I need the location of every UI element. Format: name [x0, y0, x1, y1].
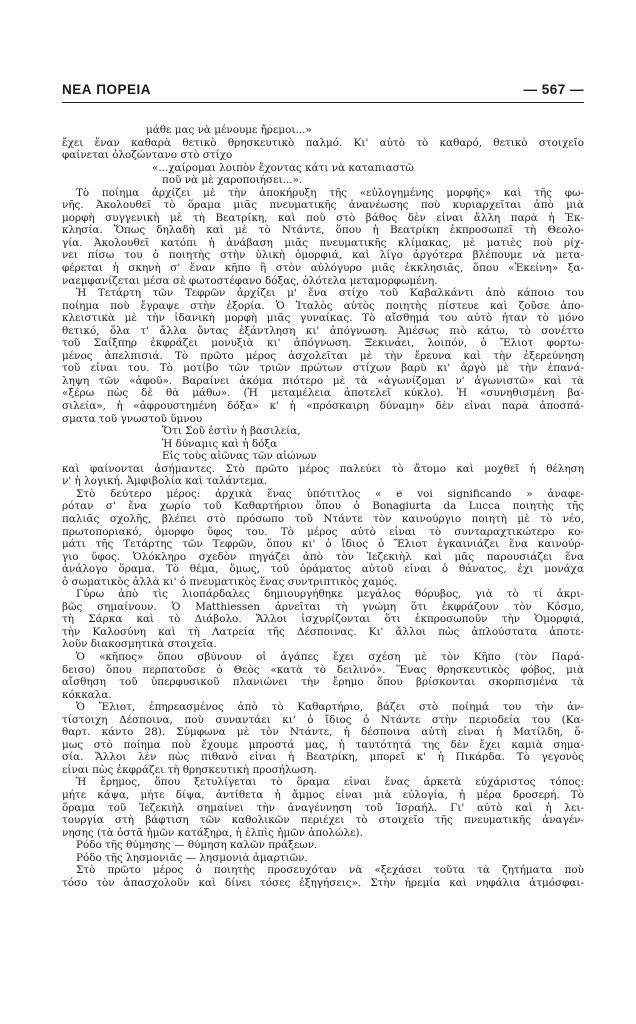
text-line: Στὸ πρῶτο μέρος ὁ ποιητὴς προσευχόταν νὰ «ξεχάσει τοῦτα τὰ ζητήματα ποὺ	[76, 864, 584, 877]
text-line: νησης (τὰ ὀστᾶ ἡμῶν κατάξηρα, ἡ ἐλπὶς ἡμῶν ἀπολώλε).	[62, 826, 363, 839]
text-line: τοῦ εἶναι του. Τὸ μοτίβο τῶν τριῶν πρώτων στίχων βαρὺ κι' ἀργὸ μὲ τὴν ἐπανά-	[62, 362, 584, 375]
text-line: κλησία. Ὅπως δηλαδὴ καὶ μὲ τὸ Ντάντε, ὅπου ἡ Βεατρίκη ἐκπροσωπεῖ τὴ Θεολο-	[62, 224, 584, 237]
text-line: τίστοιχη Δέσποινα, ποὺ συναντάει κι' ὁ ἴδιος ὁ Ντάντε στὴν περιοδεία του (Κα-	[62, 713, 584, 726]
text-line: θετικό, ὅλα τ' ἄλλα ὄντας ἐξάντληση κι' ἀπόγνωση. Ἀμέσως πιὸ κάτω, τὸ σονέττο	[62, 324, 584, 337]
text-line: νῆς. Ἀκολουθεῖ τὸ ὅραμα μιᾶς πνευματικῆς ἀνανέωσης ποὺ κυριαρχεῖται ἀπὸ μιὰ	[62, 199, 584, 212]
text-line: τουργία στὴ βάφτιση τῶν καθολικῶν περιέχει τὸ στοιχεῖο τῆς πνευματικῆς ἀναγέν-	[62, 814, 584, 827]
text-line: κόκκαλα.	[62, 688, 112, 701]
text-line: νει πίσω του ὁ ποιητὴς στὴν ὑλικὴ ὁμορφιά, καὶ λίγο ἀργότερα βλέπουμε νὰ μετα-	[62, 249, 584, 262]
text-line: Ὁ Ἔλιοτ, ἐπηρεασμένος ἀπὸ τὸ Καθαρτήριο, βάζει στὸ ποίημά του τὴν ἀν-	[76, 701, 584, 714]
text-line: ὁ σωματικὸς ἀλλὰ κι' ὁ πνευματικὸς ἕνας συντριπτικὸς χαμός.	[62, 575, 398, 588]
text-line: μάτι τῆς Τετάρτης τῶν Τεφρῶν, ὅπου κι' ὁ ἴδιος ὁ Ἔλιοτ ἐγκαινιάζει ἕνα καινούρ-	[62, 538, 584, 551]
text-line: ἔχει ἕναν καθαρὰ θετικὸ θρησκευτικὸ παλμό. Κι' αὐτὸ τὸ καθαρό, θετικὸ στοιχεῖο	[62, 136, 584, 149]
text-line: τοῦ Σαίξπηρ ἐκφράζει μονυξιὰ κι' ἀπόγνωση. Ξεκινάει, λοιπόν, ὁ Ἔλιοτ φορτω-	[62, 337, 584, 350]
text-line: μως στὸ ποίημα ποὺ ἔχουμε μπροστά μας, ἡ ταυτότητά της δὲν ἔχει καμιὰ σημα-	[62, 738, 584, 751]
text-line: «...χαίρομαι λοιπὸν ἔχοντας κάτι νὰ καταπιαστῶ	[152, 161, 414, 174]
text-line: κλειστικὰ μὲ τὴν ἰδανικὴ μορφὴ μιᾶς γυναίκας. Τὸ αἴσθημά του αὐτὸ ἦταν τὸ μόνο	[62, 312, 584, 325]
text-line: παλιᾶς σχολῆς, βλέπει στὸ πρόσωπο τοῦ Ντάντε τὸν καινούργιο ποιητὴ μὲ τὸ νέο,	[62, 512, 584, 525]
text-line: ποίημα ποὺ ἔγραψε στὴν ἐξορία. Ὁ Ἰταλὸς αὐτὸς ποιητὴς πίστευε καὶ ζοῦσε ἀπο-	[62, 299, 584, 312]
text-line: γιο ὕφος. Ὁλόκληρο σχεδὸν πηγάζει ἀπὸ τὸν Ἰεζεκιὴλ καὶ μᾶς παρουσιάζει ἕνα	[62, 550, 584, 563]
text-line: τὴν Καλοσύνη καὶ τὴ Λατρεία τῆς Δέσποινας. Κι' ἄλλοι πὼς ἁπλούστατα ἀποτε-	[62, 625, 584, 638]
text-line: Ὁ «κῆπος» ὅπου σβύνουν οἱ ἀγάπες ἔχει σχέση μὲ τὸν Κῆπο (τὸν Παρά-	[76, 650, 584, 663]
text-line: Ἡ δύναμις καὶ ἡ δόξα	[162, 437, 278, 450]
journal-title: ΝΕΑ ΠΟΡΕΙΑ	[62, 82, 152, 97]
text-line: Ρόδο τῆς θύμησης — θύμηση καλῶν πράξεων.	[76, 839, 318, 852]
text-line: αἴσθηση τοῦ ὑπερφυσικοῦ πλανιώνει τὴν ἔρημο ὅπου βρίσκονται σκορπισμένα τὰ	[62, 676, 584, 689]
text-line: Ἡ ἔρημος, ὅπου ξετυλίγεται τὸ ὅραμα εἶναι ἕνας ἀρκετὰ εὐχάριστος τόπος:	[76, 776, 584, 789]
text-line: θαρτ. κάντο 28). Σύμφωνα μὲ τὸν Ντάντε, ἡ δέσποινα αὐτὴ εἶναι ἡ Ματίλδη, ὅ-	[62, 726, 584, 739]
text-line: μήτε κάψα, μήτε δίψα, ἀντίθετα ἡ ἄμμος εἶναι μιὰ εὐλογία, ἡ μέρα δροσερή. Τὸ	[62, 788, 584, 801]
text-line: καὶ φαίνονται ἀσήμαντες. Στὸ πρῶτο μέρος παλεύει τὸ ἄτομο καὶ μοχθεῖ ἡ θέληση	[62, 462, 584, 475]
text-line: ναεμφανίζεται μέσα σὲ φωτοστέφανο δόξας, ὁλότελα μεταμορφωμένη.	[62, 274, 438, 287]
text-line: Ρόδο τῆς λησμονιᾶς — λησμονιὰ ἁμαρτιῶν.	[76, 851, 308, 864]
text-line: σματα τοῦ γνωστοῦ ὕμνου	[62, 412, 203, 425]
text-line: Στὸ δεύτερο μέρος: ἀρχικὰ ἕνας ὑπότιτλος « e voi significando » ἀναφε-	[76, 487, 584, 500]
text-line: σία. Ἄλλοι λὲν πὼς πιθανὸ εἶναι ἡ Βεατρίκη, μπορεῖ κ' ἡ Πικάρδα. Τὸ γεγονὸς	[62, 751, 584, 764]
text-line: μορφὴ συγγενικὴ μὲ τὴ Βεατρίκη, καὶ ποὺ στὸ βάθος δὲν εἶναι ἄλλη παρὰ ἡ Ἐκ-	[62, 211, 584, 224]
text-line: ληψη τῶν «ἀφοῦ». Βαραίνει ἀκόμα πιότερο μὲ τὰ «ἀγωνίζομαι ν' ἀγωνιστῶ» καὶ τὰ	[62, 374, 584, 387]
text-line: μένος ἀπελπισιά. Τὸ πρῶτο μέρος ἀσχολεῖται μὲ τὴν ἔρευνα καὶ τὴν ἐξερεύνηση	[62, 349, 584, 362]
text-line: ποῦ νὰ μὲ χαροποιήσει...».	[162, 174, 303, 187]
page-number: — 567 —	[523, 82, 584, 97]
text-line: Εἰς τοὺς αἰῶνας τῶν αἰώνων	[162, 450, 317, 463]
text-line: ὅραμα τοῦ Ἰεζεκιὴλ σημαίνει τὴν ἀναγέννηση τοῦ Ἰσραήλ. Γι' αὐτὸ καὶ ἡ λει-	[62, 801, 584, 814]
text-line: σιλεία», ἡ «ἀφρουστημένη δόξα» κ' ἡ «πρόσκαιρη δύναμη» δὲν εἶναι παρὰ ἀποσπά-	[62, 400, 584, 413]
text-line: βῶς σημαίνουν. Ὁ Matthiessen ἀρνεῖται τὴ γνώμη ὅτι ἐκφράζουν τὸν Κόσμο,	[62, 600, 584, 613]
text-line: Ἡ Τετάρτη τῶν Τεφρῶν ἀρχίζει μ' ἕνα στίχο τοῦ Καβαλκάντι ἀπὸ κάποιο του	[76, 287, 584, 300]
article-body	[62, 124, 584, 889]
text-line: τόσο τὸν ἀπασχολοῦν καὶ δίνει τόσες ἐξηγήσεις». Στὴν ἠρεμία καὶ νηφάλια ἀτμόσφαι-	[62, 876, 584, 889]
text-line: Γύρω ἀπὸ τὶς λιοπάρδαλες δημιουργήθηκε μεγάλος θόρυβος, γιὰ τὸ τί ἀκρι-	[76, 588, 584, 601]
text-line: ἀνάλογο ὅραμα. Τὸ θέμα, ὅμως, τοῦ ὁράματος αὐτοῦ εἶναι ὁ θάνατος, ἐχι μονάχα	[62, 563, 584, 576]
text-line: φαίνεται ὁλοζώντανο στὸ στίχο	[62, 149, 233, 162]
text-line: ν' ἡ λογική. Ἀμφιβολία καὶ ταλάντεμα.	[62, 475, 268, 488]
text-line: Ὅτι Σοῦ ἐστὶν ἡ βασιλεία,	[162, 425, 301, 438]
text-line: γία. Ἀκολουθεῖ κατόπι ἡ ἀνάβαση μιᾶς πνευματικῆς κλίμακας, μὲ ματιὲς ποὺ ρίχ-	[62, 236, 584, 249]
text-line: δεισο) ὅπου περπατοῦσε ὁ Θεὸς «κατὰ τὸ δειλινό». Ἕνας θρησκευτικὸς φόβος, μιὰ	[62, 663, 584, 676]
text-line: εἶναι πὼς ἐκφράζει τὴ θρησκευτικὴ προσήλωση.	[62, 763, 317, 776]
text-line: λοῦν διακοσμητικὰ στοιχεῖα.	[62, 638, 217, 651]
text-line: «ξέρω πὼς δὲ θὰ μάθω». (Ἡ μεταμέλεια ἀποτελεῖ κύκλο). Ἡ «συνηθισμένη βα-	[62, 387, 584, 400]
text-line: μάθε μας νὰ μένουμε ἤρεμοι...»	[146, 124, 312, 136]
running-header	[62, 80, 584, 103]
text-line: τὴ Σάρκα καὶ τὸ Διάβολο. Ἄλλοι ἰσχυρίζονται ὅτι ἐκπροσωποῦν τὴν Ὁμορφιά,	[62, 613, 584, 626]
text-line: ρόταν σ' ἕνα χωρίο τοῦ Καθαρτήριου ὅπου ὁ Bonagiurta da Lucca ποιητὴς τῆς	[62, 500, 584, 513]
text-line: πρωτοποριακό, ὁμορφο ὕφος του. Τὸ μέρος αὐτὸ εἶναι τὸ συνταραχτικώτερο κο-	[62, 525, 584, 538]
text-line: φέρεται ἡ σκηνὴ σ' ἕναν κῆπο ἢ στὸν αὐλόγυρο μιᾶς ἐκκλησιᾶς, ὅπου «Ἐκείνη» ξα-	[62, 262, 584, 275]
text-line: Τὸ ποίημα ἀρχίζει μὲ τὴν ἀποκήρυξη τῆς «εὐλογημένης μορφῆς» καὶ τῆς φω-	[76, 186, 584, 199]
